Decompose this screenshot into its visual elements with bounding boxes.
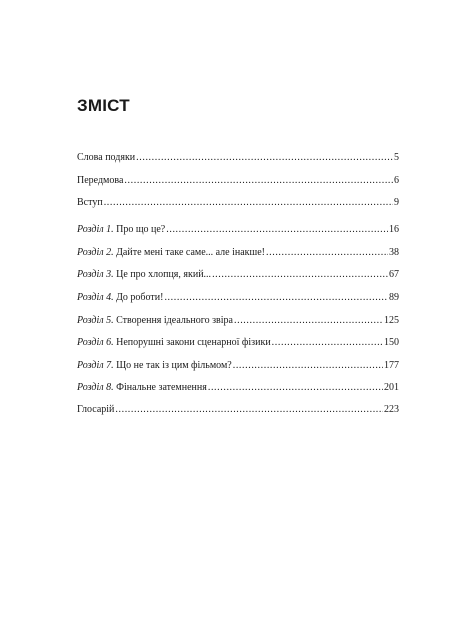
toc-entry-label: Про що це? [116,224,166,236]
toc-entry-page: 177 [384,359,399,371]
toc-entry-page: 38 [389,246,399,258]
toc-entry-page: 150 [384,337,399,349]
table-of-contents [77,152,399,426]
toc-entry-chapter-8[interactable] [77,382,399,393]
toc-entry-chapter-2[interactable] [77,247,399,258]
chapter-prefix: Розділ 1. [77,224,114,236]
toc-entry-label: Що не так із цим фільмом? [116,359,232,371]
toc-entry-chapter-5[interactable] [77,315,399,326]
chapter-prefix: Розділ 4. [77,291,114,303]
toc-entry-page: 16 [389,224,399,236]
chapter-prefix: Розділ 7. [77,359,114,371]
toc-entry-page: 6 [394,174,399,186]
toc-chapters [77,224,399,393]
leader-dots [208,382,383,393]
toc-entry-chapter-6[interactable] [77,337,399,348]
toc-entry-page: 9 [394,197,399,209]
chapter-prefix: Розділ 2. [77,246,114,258]
toc-back-matter [77,404,399,415]
toc-entry-label: До роботи! [116,291,164,303]
toc-entry-label: Фінальне затемнення [116,382,207,394]
toc-entry-chapter-3[interactable] [77,269,399,280]
leader-dots [166,224,388,235]
toc-entry-label: Передмова [77,174,124,186]
leader-dots [164,292,388,303]
toc-entry-foreword[interactable] [77,175,399,186]
chapter-prefix: Розділ 6. [77,337,114,349]
toc-entry-chapter-7[interactable] [77,360,399,371]
chapter-prefix: Розділ 8. [77,382,114,394]
toc-entry-label: Непорушні закони сценарної фізики [116,337,271,349]
toc-entry-page: 5 [394,152,399,163]
toc-entry-chapter-4[interactable] [77,292,399,303]
toc-entry-acknowledgements[interactable] [77,152,399,163]
toc-entry-glossary[interactable] [77,404,399,415]
leader-dots [212,269,388,280]
leader-dots [136,152,393,163]
toc-entry-page: 89 [389,291,399,303]
toc-entry-label: Слова подяки [77,152,136,163]
leader-dots [124,175,393,186]
leader-dots [115,404,383,415]
chapter-prefix: Розділ 3. [77,269,114,281]
leader-dots [266,247,388,258]
toc-front-matter [77,152,399,208]
toc-entry-label: Створення ідеального звіра [116,314,233,326]
leader-dots [104,197,393,208]
toc-entry-introduction[interactable] [77,197,399,208]
leader-dots [234,315,383,326]
leader-dots [233,360,383,371]
toc-entry-chapter-1[interactable] [77,224,399,235]
toc-entry-label: Вступ [77,197,103,209]
chapter-prefix: Розділ 5. [77,314,114,326]
toc-entry-label: Це про хлопця, який... [116,269,212,281]
toc-entry-page: 201 [384,382,399,394]
toc-entry-label: Глосарій [77,404,115,416]
toc-entry-page: 223 [384,404,399,416]
toc-entry-page: 125 [384,314,399,326]
leader-dots [272,337,383,348]
page-title: ЗМІСТ [77,96,130,115]
toc-entry-page: 67 [389,269,399,281]
toc-entry-label: Дайте мені таке саме... але інакше! [116,246,266,258]
